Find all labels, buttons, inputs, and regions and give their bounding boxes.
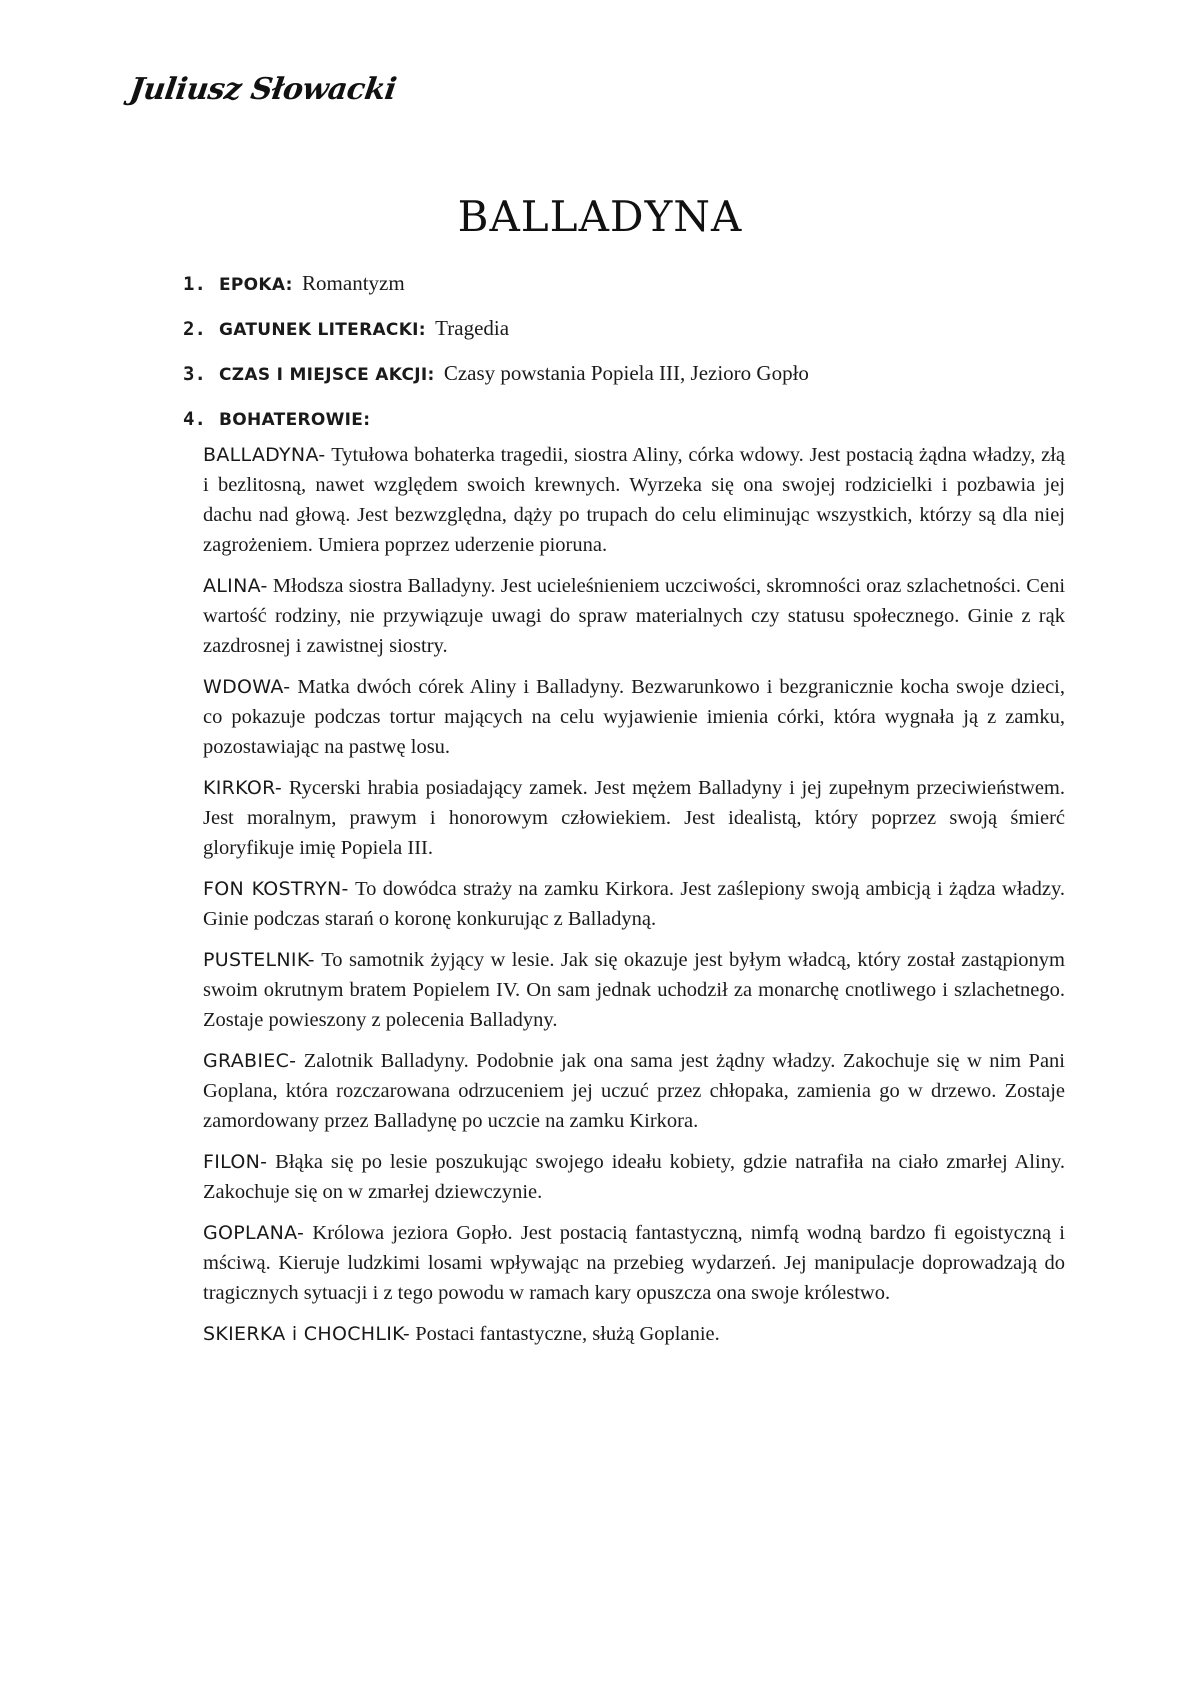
info-item-epoch (183, 270, 1083, 315)
info-number: 2. (183, 318, 206, 340)
character-entry-balladyna (203, 440, 1065, 560)
character-name: WDOWA- (203, 676, 291, 698)
character-description: To dowódca straży na zamku Kirkora. Jest zaślepiony swoją ambicją i żądza władzy. Ginie podczas starań o koronę konkurując z Balladyną. (203, 878, 1066, 930)
info-label: BOHATEROWIE: (219, 410, 371, 430)
character-entry-wdowa (203, 672, 1065, 762)
info-label: GATUNEK LITERACKI: (219, 320, 426, 340)
character-entry-grabiec (203, 1046, 1065, 1136)
character-name: BALLADYNA- (203, 444, 326, 466)
character-description: Tytułowa bohaterka tragedii, siostra Aliny, córka wdowy. Jest postacią żądna władzy, złą i bezlitosną, nawet względem swoich krewnych. Wyrzeka się ona swojej rodzicielki i pozbawia jej dachu nad głową. Jest bezwzględna, dąży po trupach do celu eliminując wszystkich, którzy są dla niej zagrożeniem. Umiera poprzez uderzenie pioruna. (203, 444, 1065, 556)
character-name: FON KOSTRYN- (203, 878, 349, 900)
character-description: Rycerski hrabia posiadający zamek. Jest mężem Balladyny i jej zupełnym przeciwieństwem. Jest moralnym, prawym i honorowym człowiekiem. Jest idealistą, który poprzez swoją śmierć gloryfikuje imię Popiela III. (203, 777, 1065, 859)
info-item-time-place (183, 360, 1083, 405)
character-entry-fon-kostryn (203, 874, 1065, 934)
info-value: Tragedia (435, 316, 510, 340)
character-description: Zalotnik Balladyny. Podobnie jak ona sama jest żądny władzy. Zakochuje się w nim Pani Goplana, która rozczarowana odrzuceniem jej uczuć przez chłopaka, zamienia go w drzewo. Zostaje zamordowany przez Balladynę po uczcie na zamku Kirkora. (203, 1050, 1065, 1132)
character-description: To samotnik żyjący w lesie. Jak się okazuje jest byłym władcą, który został zastąpionym swoim okrutnym bratem Popielem IV. On sam jednak uchodził za monarchę cnotliwego i szlachetnego. Zostaje powieszony z polecenia Balladyny. (203, 949, 1065, 1031)
info-number: 1. (183, 273, 206, 295)
character-entry-skierka-chochlik (203, 1319, 1065, 1349)
document-title: BALLADYNA (457, 192, 743, 241)
character-description: Królowa jeziora Gopło. Jest postacią fantastyczną, nimfą wodną bardzo fi egoistyczną i mściwą. Kieruje ludzkimi losami wpływając na przebieg wydarzeń. Jej manipulacje doprowadzają do tragicznych sytuacji i z tego powodu w ramach kary opuszcza ona swoje królestwo. (203, 1222, 1066, 1304)
author-signature: Juliusz Słowacki (127, 72, 399, 107)
character-name: FILON- (203, 1151, 268, 1173)
info-value: Czasy powstania Popiela III, Jezioro Gopło (443, 361, 809, 385)
character-entry-pustelnik (203, 945, 1065, 1035)
character-name: GRABIEC- (203, 1050, 297, 1072)
character-list (203, 440, 1065, 1360)
character-entry-alina (203, 571, 1065, 661)
character-entry-kirkor (203, 773, 1065, 863)
character-description: Matka dwóch córek Aliny i Balladyny. Bezwarunkowo i bezgranicznie kocha swoje dzieci, co pokazuje podczas tortur mających na celu wyjawienie imienia córki, która wygnała ją z zamku, pozostawiając na pastwę losu. (203, 676, 1065, 758)
character-entry-goplana (203, 1218, 1065, 1308)
character-name: ALINA- (203, 575, 268, 597)
info-item-genre (183, 315, 1083, 360)
character-entry-filon (203, 1147, 1065, 1207)
info-value: Romantyzm (302, 271, 405, 295)
character-description: Młodsza siostra Balladyny. Jest ucieleśnieniem uczciwości, skromności oraz szlachetności. Ceni wartość rodziny, nie przywiązuje uwagi do spraw materialnych czy statusu społecznego. Ginie z rąk zazdrosnej i zawistnej siostry. (203, 575, 1066, 657)
character-description: Postaci fantastyczne, służą Goplanie. (415, 1323, 720, 1345)
info-list (183, 270, 1083, 450)
character-description: Błąka się po lesie poszukując swojego ideału kobiety, gdzie natrafiła na ciało zmarłej Aliny. Zakochuje się on w zmarłej dziewczynie. (203, 1151, 1065, 1203)
info-label: CZAS I MIEJSCE AKCJI: (219, 365, 435, 385)
info-number: 4. (183, 408, 206, 430)
character-name: SKIERKA i CHOCHLIK- (203, 1323, 411, 1345)
info-number: 3. (183, 363, 206, 385)
info-label: EPOKA: (219, 275, 293, 295)
character-name: KIRKOR- (203, 777, 283, 799)
character-name: PUSTELNIK- (203, 949, 315, 971)
character-name: GOPLANA- (203, 1222, 305, 1244)
